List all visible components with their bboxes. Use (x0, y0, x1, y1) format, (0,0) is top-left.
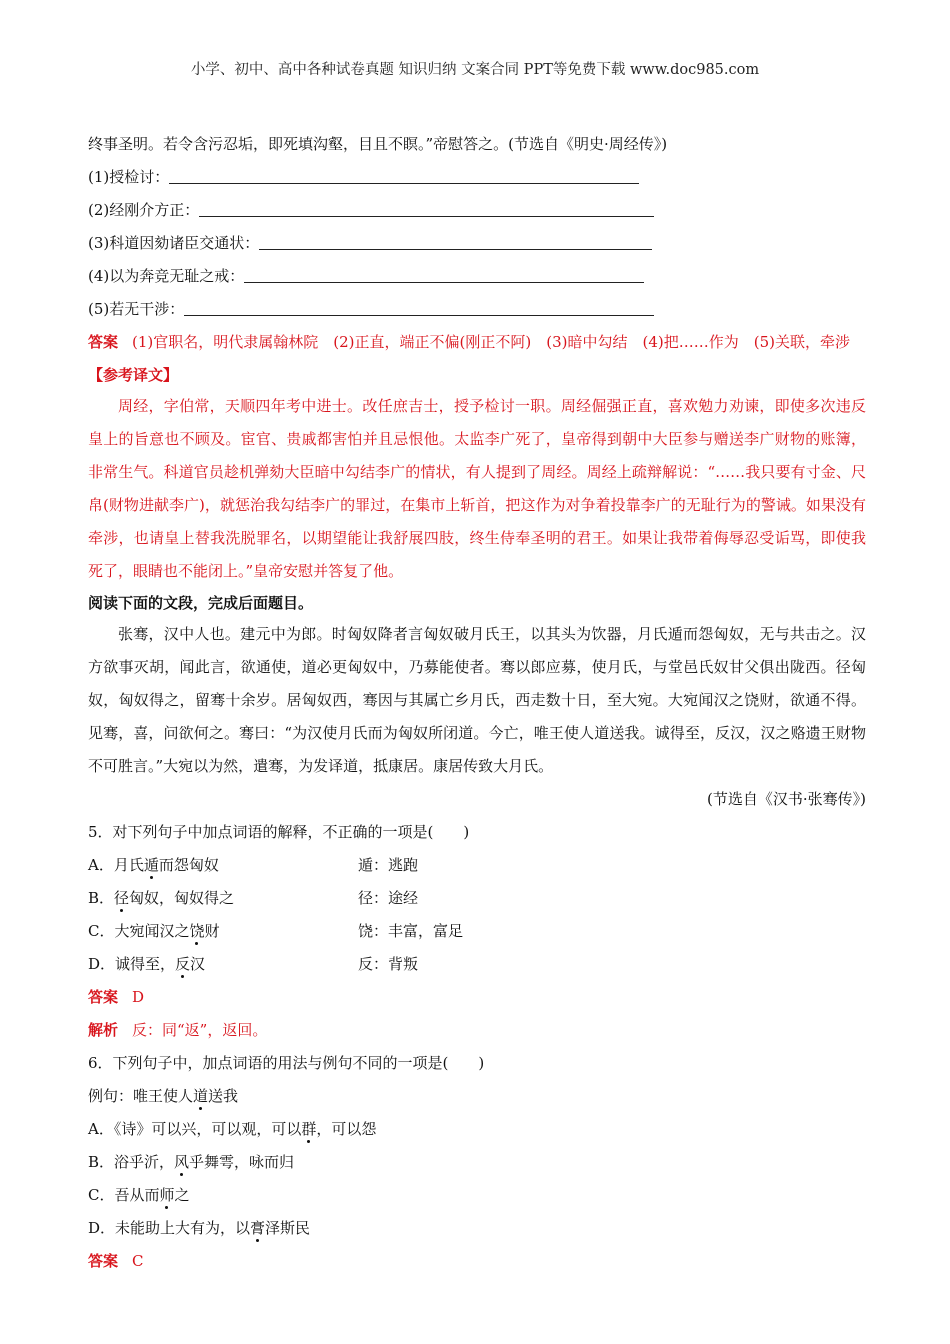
answer-value: C (132, 1252, 144, 1270)
q5-option-a[interactable]: A．月氏遁而怨匈奴 遁：逃跑 (88, 849, 866, 882)
option-gloss: 反：背叛 (358, 955, 419, 973)
q6-stem: 6．下列句子中，加点词语的用法与例句不同的一项是( ) (88, 1054, 485, 1072)
page-header: 小学、初中、高中各种试卷真题 知识归纳 文案合同 PPT等免费下载 www.doc985.com (190, 62, 760, 78)
answer-blank[interactable] (244, 262, 644, 283)
answer-label: 答案 (88, 988, 119, 1006)
blank-label: (1)授检讨： (88, 168, 170, 186)
q5-option-d[interactable]: D．诚得至，反汉 反：背叛 (88, 948, 866, 981)
q5-option-c[interactable]: C．大宛闻汉之饶财 饶：丰富，富足 (88, 915, 866, 948)
q6-answer (88, 1245, 866, 1278)
answer-label: 答案 (88, 333, 119, 351)
answer-blank[interactable] (199, 196, 654, 217)
q6-option-c[interactable]: C．吾从而师之 (88, 1186, 190, 1204)
answer-blank[interactable] (259, 229, 652, 250)
analysis-text: 反：同“返”，返回。 (132, 1021, 268, 1039)
blank-item-2 (88, 194, 866, 227)
answer-block-1 (88, 328, 866, 356)
answer-label: 答案 (88, 1252, 119, 1270)
q6-example: 例句：唯王使人道送我 (88, 1087, 239, 1105)
analysis-label: 解析 (88, 1021, 119, 1039)
answer-blank[interactable] (184, 295, 654, 316)
blank-item-4 (88, 260, 866, 293)
answer-value: D (132, 988, 145, 1006)
answer-text: (1)官职名，明代隶属翰林院 (2)正直，端正不偏(刚正不阿) (3)暗中勾结 (4)把……作为 (5)关联，牵涉 (132, 333, 850, 351)
q5-option-b[interactable]: B．径匈奴，匈奴得之 径：途经 (88, 882, 866, 915)
q5-stem: 5．对下列句子中加点词语的解释，不正确的一项是( ) (88, 823, 470, 841)
translation-title: 【参考译文】 (88, 366, 179, 384)
reading-instruction: 阅读下面的文段，完成后面题目。 (88, 594, 314, 612)
option-gloss: 饶：丰富，富足 (358, 922, 464, 940)
document-body (88, 128, 866, 1278)
blank-label: (4)以为奔竞无耻之戒： (88, 267, 245, 285)
q6-option-b[interactable]: B．浴乎沂，风乎舞雩，咏而归 (88, 1153, 295, 1171)
answer-blank[interactable] (169, 163, 639, 184)
option-gloss: 径：途经 (358, 889, 419, 907)
q6-option-d[interactable]: D．未能助上大有为，以膏泽斯民 (88, 1219, 311, 1237)
blank-item-1 (88, 161, 866, 194)
translation-text: 周经，字伯常，天顺四年考中进士。改任庶吉士，授予检讨一职。周经倔强正直，喜欢勉力劝谏，即使多次违反皇上的旨意也不顾及。宦官、贵戚都害怕并且忌恨他。太监李广死了，皇帝得到朝中大臣参与赠送李广财物的账簿，非常生气。科道官员趁机弹劾大臣暗中勾结李广的情状，有人提到了周经。周经上疏辩解说：“……我只要有寸金、尺帛(财物进献李广)，就惩治我勾结李广的罪过，在集市上斩首，把这作为对争着投靠李广的无耻行为的警诫。如果没有牵涉，也请皇上替我洗脱罪名，以期望能让我舒展四肢，终生侍奉圣明的君王。如果让我带着侮辱忍受诟骂，即使我死了，眼睛也不能闭上。”皇帝安慰并答复了他。 (88, 397, 866, 580)
blank-item-5 (88, 293, 866, 326)
q6-option-a[interactable]: A．《诗》可以兴，可以观，可以群，可以怨 (88, 1120, 377, 1138)
blank-label: (3)科道因劾诸臣交通状： (88, 234, 260, 252)
intro-text: 终事圣明。若令含污忍垢，即死填沟壑，目且不瞑。”帝慰答之。(节选自《明史·周经传》) (88, 135, 668, 153)
blank-label: (2)经刚介方正： (88, 201, 200, 219)
reading-passage: 张骞，汉中人也。建元中为郎。时匈奴降者言匈奴破月氏王，以其头为饮器，月氏遁而怨匈奴，无与共击之。汉方欲事灭胡，闻此言，欲通使，道必更匈奴中，乃募能使者。骞以郎应募，使月氏，与堂邑氏奴甘父俱出陇西。径匈奴，匈奴得之，留骞十余岁。居匈奴西，骞因与其属亡乡月氏，西走数十日，至大宛。大宛闻汉之饶财，欲通不得。见骞，喜，问欲何之。骞曰：“为汉使月氏而为匈奴所闭道。今亡，唯王使人道送我。诚得至，反汉，汉之赂遗王财物不可胜言。”大宛以为然，遣骞，为发译道，抵康居。康居传致大月氏。 (88, 625, 866, 775)
q5-answer (88, 981, 866, 1014)
q5-analysis (88, 1014, 866, 1047)
blank-item-3 (88, 227, 866, 260)
blank-label: (5)若无干涉： (88, 300, 185, 318)
reading-source: (节选自《汉书·张骞传》) (707, 790, 866, 808)
option-gloss: 遁：逃跑 (358, 856, 419, 874)
